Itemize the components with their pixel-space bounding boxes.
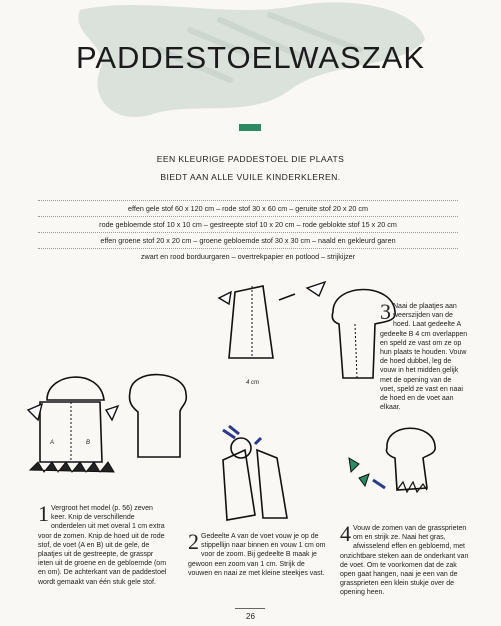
pattern-pieces-illustration — [20, 362, 200, 492]
materials-line: effen groene stof 20 x 20 cm – groene gebloemde stof 30 x 30 cm – naald en gekleurd garen — [38, 232, 458, 248]
subtitle-line: BIEDT AAN ALLE VUILE KINDERKLEREN. — [160, 172, 341, 182]
step-1 — [38, 501, 168, 587]
materials-list — [38, 200, 458, 264]
step-text: Vouw de zomen van de grassprieten om en strijk ze. Naai het gras, afwisselend effen en gebloemd, met onzichtbare steken aan de onderkant van de voet. Om te voorkomen dat de zak open gaat hangen, naai je een van de grassprieten een klein stukje over de opening heen. — [340, 525, 469, 597]
page-number: 26 — [246, 612, 255, 621]
hat-assembly-illustration — [215, 278, 405, 388]
grass-sewing-illustration — [345, 418, 445, 508]
step-number: 1 — [38, 501, 49, 526]
step-number: 3 — [380, 299, 391, 324]
subtitle-line: EEN KLEURIGE PADDESTOEL DIE PLAATS — [156, 154, 345, 164]
step-text: Gedeelte A van de voet vouw je op de stippellijn naar binnen en vouw 1 cm om voor de zoom. Bij gedeelte B maak je gewoon een zoom van 1 cm. Strijk de vouwen en naai ze met kleine steekjes vast. — [188, 533, 326, 577]
label-a: A — [50, 440, 55, 446]
step-2 — [188, 529, 328, 578]
step-text: Vergroot het model (p. 56) zeven keer. Knip de verschillende onderdelen uit met overal 1 cm extra voor de zomen. Knip de hoed uit de rode stof, de voet (A en B) uit de gele, de plaatjes uit de gestreepte, de grasspr ieten uit de groene en de gebloemde (om en om). De achterkant van de paddestoel wordt gemaakt van één stuk gele stof. — [38, 505, 167, 586]
step-text: Naai de plaatjes aan weerszijden van de hoed. Laat gedeelte A gedeelte B 4 cm overlappen en speld ze vast om ze op hun plaats te houden. Vouw de hoed dubbel, leg de vouw in het midden gelijk met de opening van de voet, speld ze vast en naai de hoed en de voet aan elkaar. — [380, 303, 468, 412]
page-number-rule — [235, 608, 265, 609]
step-3 — [380, 299, 468, 412]
fold-sew-illustration — [215, 420, 305, 530]
page-title: PADDESTOELWASZAK — [75, 40, 426, 75]
step-number: 2 — [188, 529, 199, 554]
materials-line: zwart en rood borduurgaren – overtrekpapier en potlood – strijkijzer — [38, 248, 458, 264]
step-number: 4 — [340, 521, 351, 546]
step-4 — [340, 521, 470, 598]
materials-line: effen gele stof 60 x 120 cm – rode stof 30 x 60 cm – geruite stof 20 x 20 cm — [38, 200, 458, 216]
materials-line: rode gebloemde stof 10 x 10 cm – gestreepte stof 10 x 20 cm – rode geblokte stof 15 x 20 cm — [38, 216, 458, 232]
accent-bar — [239, 124, 261, 131]
label-4cm: 4 cm — [246, 380, 260, 386]
subtitle — [0, 150, 501, 186]
label-b: B — [86, 440, 91, 446]
